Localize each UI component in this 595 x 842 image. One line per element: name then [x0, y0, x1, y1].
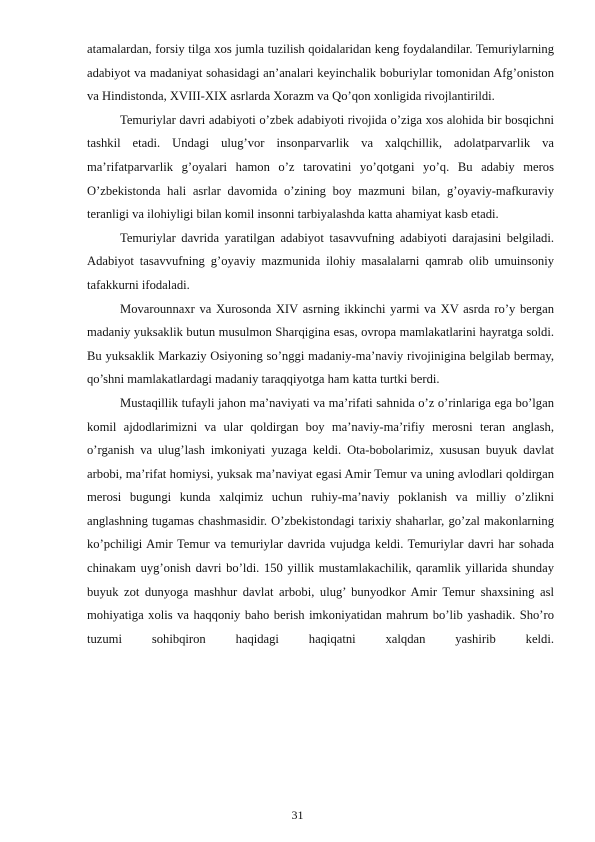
page-number: 31: [291, 808, 304, 822]
body-text: [87, 38, 554, 651]
paragraph: atamalardan, forsiy tilga xos jumla tuzilish qoidalaridan keng foydalandilar. Temuriylarning adabiyot va madaniyat sohasidagi an’analari keyinchalik boburiylar tomonidan Afg’oniston va Hindistonda, XVIII-XIX asrlarda Xorazm va Qo’qon xonligida rivojlantirildi.: [87, 42, 554, 104]
paragraph: Temuriylar davrida yaratilgan adabiyot tasavvufning adabiyoti darajasini belgiladi. Adabiyot tasavvufning g’oyaviy mazmunida ilohiy masalalarni qamrab olib umuinsoniy tafakkurni ifodaladi.: [87, 230, 554, 292]
paragraph: Mustaqillik tufayli jahon ma’naviyati va ma’rifati sahnida o’z o’rinlariga ega bo’lgan komil ajdodlarimizni va ular qoldirgan boy ma’naviy-ma’rifiy merosni teran anglash, o’rganish va ulug’lash imkoniyati yuzaga keldi. Ota-bobolarimiz, xususan buyuk davlat arbobi, ma’rifat homiysi, yuksak ma’naviyat egasi Amir Temur va uning avlodlari qoldirgan merosi bugungi kunda xalqimiz uchun ruhiy-ma’naviy poklanish va milliy o’zlikni anglashning tugamas chashmasidir. O’zbekistondagi tarixiy shaharlar, go’zal makonlarning ko’pchiligi Amir Temur va temuriylar davrida vujudga keldi. Temuriylar davri har sohada chinakam uyg’onish davri bo’ldi. 150 yillik mustamlakachilik, qaramlik yillarida shunday buyuk zot dunyoga mashhur davlat arbobi, ulug’ bunyodkor Amir Temur shaxsining asl mohiyatiga xolis va haqqoniy baho berish imkoniyatidan mahrum bo’lib yashadik. Sho’ro tuzumi sohibqiron haqidagi haqiqatni xalqdan yashirib keldi.: [87, 395, 554, 646]
paragraph: Movarounnaxr va Xurosonda XIV asrning ikkinchi yarmi va XV asrda ro’y bergan madaniy yuksaklik butun musulmon Sharqigina esas, ovropa mamlakatlarini hayratga soldi. Bu yuksaklik Markaziy Osiyoning so’nggi madaniy-ma’naviy rivojinigina belgilab bermay, qo’shni mamlakatlardagi madaniy taraqqiyotga ham katta turtki berdi.: [87, 301, 554, 387]
paragraph: Temuriylar davri adabiyoti o’zbek adabiyoti rivojida o’ziga xos alohida bir bosqichni tashkil etadi. Undagi ulug’vor insonparvarlik va xalqchillik, adolatparvarlik va ma’rifatparvarlik g’oyalari hamon o’z tarovatini yo’qotgani yo’q. Bu adabiy meros O’zbekistonda hali asrlar davomida o’zining boy mazmuni bilan, g’oyaviy-mafkuraviy teranligi va ilohiyligi bilan komil insonni tarbiyalashda katta ahamiyat kasb etadi.: [87, 112, 554, 222]
